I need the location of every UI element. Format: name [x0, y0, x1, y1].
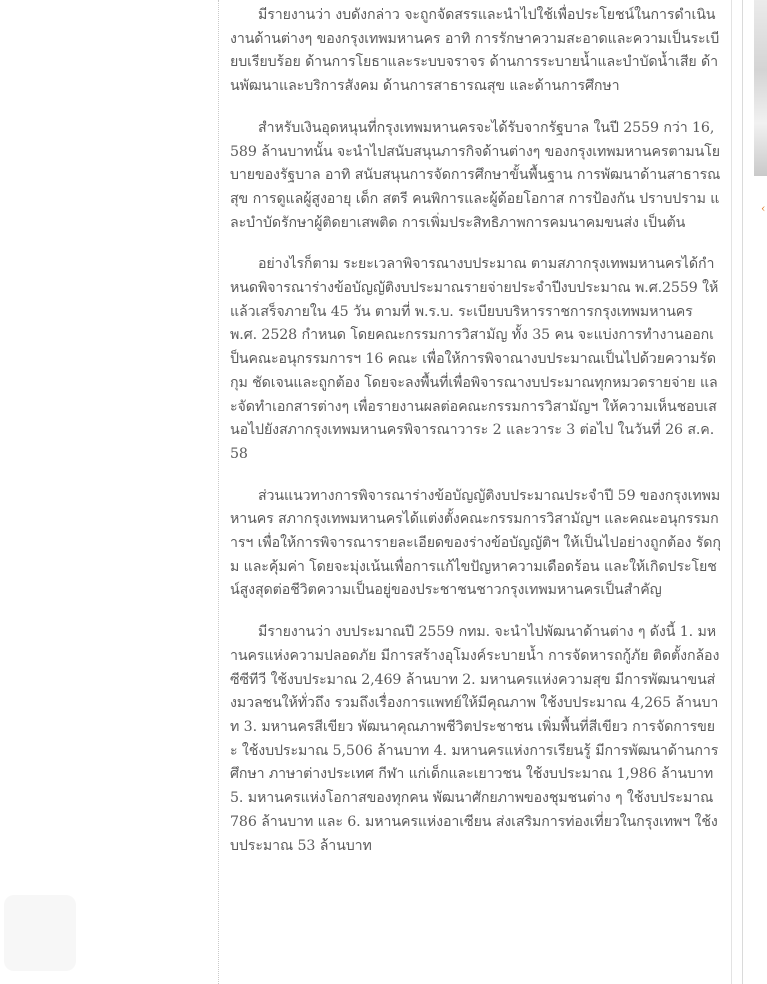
- article-paragraph-5: มีรายงานว่า งบประมาณปี 2559 กทม. จะนำไปพัฒนาด้านต่าง ๆ ดังนี้ 1. มหานครแห่งความปลอดภัย มีการสร้างอุโมงค์ระบายน้ำ การจัดหารถกู้ภัย ติดตั้งกล้องซีซีทีวี ใช้งบประมาณ 2,469 ล้านบาท 2. มหานครแห่งความสุข มีการพัฒนาขนส่งมวลชนให้ทั่วถึง รวมถึงเรื่องการแพทย์ให้มีคุณภาพ ใช้งบประมาณ 4,265 ล้านบาท 3. มหานครสีเขียว พัฒนาคุณภาพชีวิตประชาชน เพิ่มพื้นที่สีเขียว การจัดการขยะ ใช้งบประมาณ 5,506 ล้านบาท 4. มหานครแห่งการเรียนรู้ มีการพัฒนาด้านการศึกษา ภาษาต่างประเทศ กีฬา แก่เด็กและเยาวชน ใช้งบประมาณ 1,986 ล้านบาท 5. มหานครแห่งโอกาสของทุกคน พัฒนาศักยภาพของชุมชนต่าง ๆ ใช้งบประมาณ 786 ล้านบาท และ 6. มหานครแห่งอาเซียน ส่งเสริมการท่องเที่ยวในกรุงเทพฯ ใช้งบประมาณ 53 ล้านบาท: [230, 624, 720, 854]
- right-sidebar: [732, 0, 767, 984]
- article-paragraph-1: มีรายงานว่า งบดังกล่าว จะถูกจัดสรรและนำไปใช้เพื่อประโยชน์ในการดำเนินงานด้านต่างๆ ของกรุงเทพมหานคร อาทิ การรักษาความสะอาดและความเป็นระเบียบเรียบร้อย ด้านการโยธาและระบบจราจร ด้านการระบายน้ำและบำบัดน้ำเสีย ด้านพัฒนาและบริการสังคม ด้านการสาธารณสุข และด้านการศึกษา: [230, 7, 720, 95]
- article-paragraph-4: ส่วนแนวทางการพิจารณาร่างข้อบัญญัติงบประมาณประจำปี 59 ของกรุงเทพมหานคร สภากรุงเทพมหานครได้แต่งตั้งคณะกรรมการวิสามัญฯ และคณะอนุกรรมการฯ เพื่อให้การพิจารณารายละเอียดของร่างข้อบัญญัติฯ ให้เป็นไปอย่างถูกต้อง รัดกุม และคุ้มค่า โดยจะมุ่งเน้นเพื่อการแก้ไขปัญหาความเดือดร้อน และให้เกิดประโยชน์สูงสุดต่อชีวิตความเป็นอยู่ของประชาชนชาวกรุงเทพมหานครเป็นสำคัญ: [230, 487, 721, 599]
- article-paragraph-3: อย่างไรก็ตาม ระยะเวลาพิจารณางบประมาณ ตามสภากรุงเทพมหานครได้กำหนดพิจารณาร่างข้อบัญญัติงบประมาณรายจ่ายประจำปีงบประมาณ พ.ศ.2559 ให้แล้วเสร็จภายใน 45 วัน ตามที่ พ.ร.บ. ระเบียบบริหารราชการกรุงเทพมหานคร พ.ศ. 2528 กำหนด โดยคณะกรรมการวิสามัญ ทั้ง 35 คน จะแบ่งการทำงานออกเป็นคณะอนุกรรมการฯ 16 คณะ เพื่อให้การพิจาณางบประมาณเป็นไปด้วยความรัดกุม ชัดเจนและถูกต้อง โดยจะลงพื้นที่เพื่อพิจารณางบประมาณทุกหมวดรายจ่าย และจัดทำเอกสารต่างๆ เพื่อรายงานผลต่อคณะกรรมการวิสามัญฯ ให้ความเห็นชอบเสนอไปยังสภากรุงเทพมหานครพิจารณาวาระ 2 และวาระ 3 ต่อไป ในวันที่ 26 ส.ค.58: [230, 256, 719, 462]
- image-thumbnail-icon[interactable]: [754, 0, 767, 176]
- article-paragraph-2: สำหรับเงินอุดหนุนที่กรุงเทพมหานครจะได้รับจากรัฐบาล ในปี 2559 กว่า 16,589 ล้านบาทนั้น จะนำไปสนับสนุนภารกิจด้านต่างๆ ของกรุงเทพมหานครตามนโยบายของรัฐบาล อาทิ สนับสนุนการจัดการศึกษาขั้นพื้นฐาน การพัฒนาด้านสาธารณสุข การดูแลผู้สูงอายุ เด็ก สตรี คนพิการและผู้ด้อยโอกาส การป้องกัน ปราบปราม และบำบัดรักษาผู้ติดยาเสพติด การเพิ่มประสิทธิภาพการคมนาคมขนส่ง เป็นต้น: [230, 119, 721, 231]
- sidebar-divider: [742, 0, 743, 984]
- chevron-left-icon: ‹: [761, 202, 766, 215]
- article-body: [218, 0, 732, 984]
- left-gutter: [0, 0, 218, 984]
- floating-widget[interactable]: [4, 895, 76, 971]
